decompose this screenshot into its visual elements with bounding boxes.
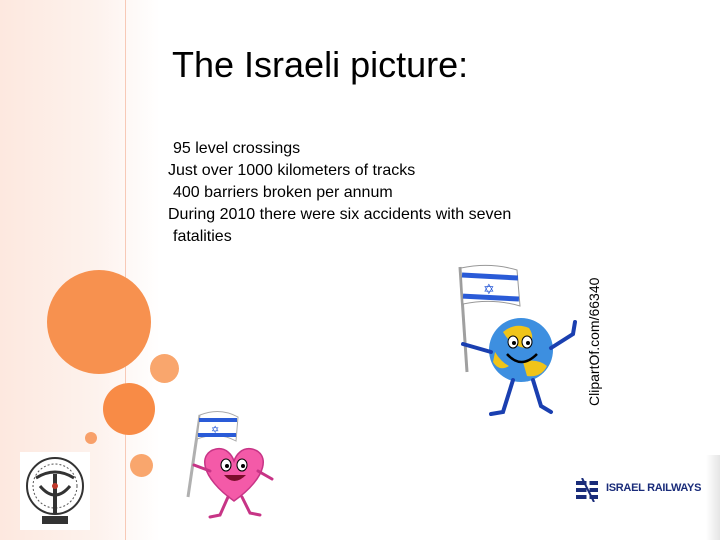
- decorative-circle-large: [47, 270, 151, 374]
- bullet-list: [168, 138, 511, 248]
- bullet-item: During 2010 there were six accidents with seven: [168, 206, 512, 223]
- bullet-item: Just over 1000 kilometers of tracks: [168, 162, 416, 179]
- svg-text:✡: ✡: [211, 425, 220, 436]
- railways-logo-text: ISRAEL RAILWAYS: [606, 482, 702, 494]
- emblem-icon: [20, 452, 90, 530]
- railways-symbol-icon: [574, 478, 602, 502]
- israel-railways-logo: [572, 476, 702, 504]
- side-decoration-line: [125, 0, 126, 540]
- bullet-item: 95 level crossings: [173, 140, 301, 157]
- bullet-item: 400 barriers broken per annum: [173, 184, 393, 201]
- corner-shadow: [706, 455, 720, 540]
- heart-mascot-icon: [180, 405, 280, 525]
- bullet-item: fatalities: [173, 228, 232, 245]
- decorative-circle-small: [150, 354, 179, 383]
- slide-title: The Israeli picture:: [172, 44, 469, 85]
- decorative-circle-small-2: [130, 454, 153, 477]
- svg-text:✡: ✡: [483, 282, 495, 298]
- clipart-credit: ClipartOf.com/66340: [586, 277, 602, 406]
- decorative-circle-tiny: [85, 432, 97, 444]
- globe-mascot-icon: [445, 262, 585, 417]
- decorative-circle-medium: [103, 383, 155, 435]
